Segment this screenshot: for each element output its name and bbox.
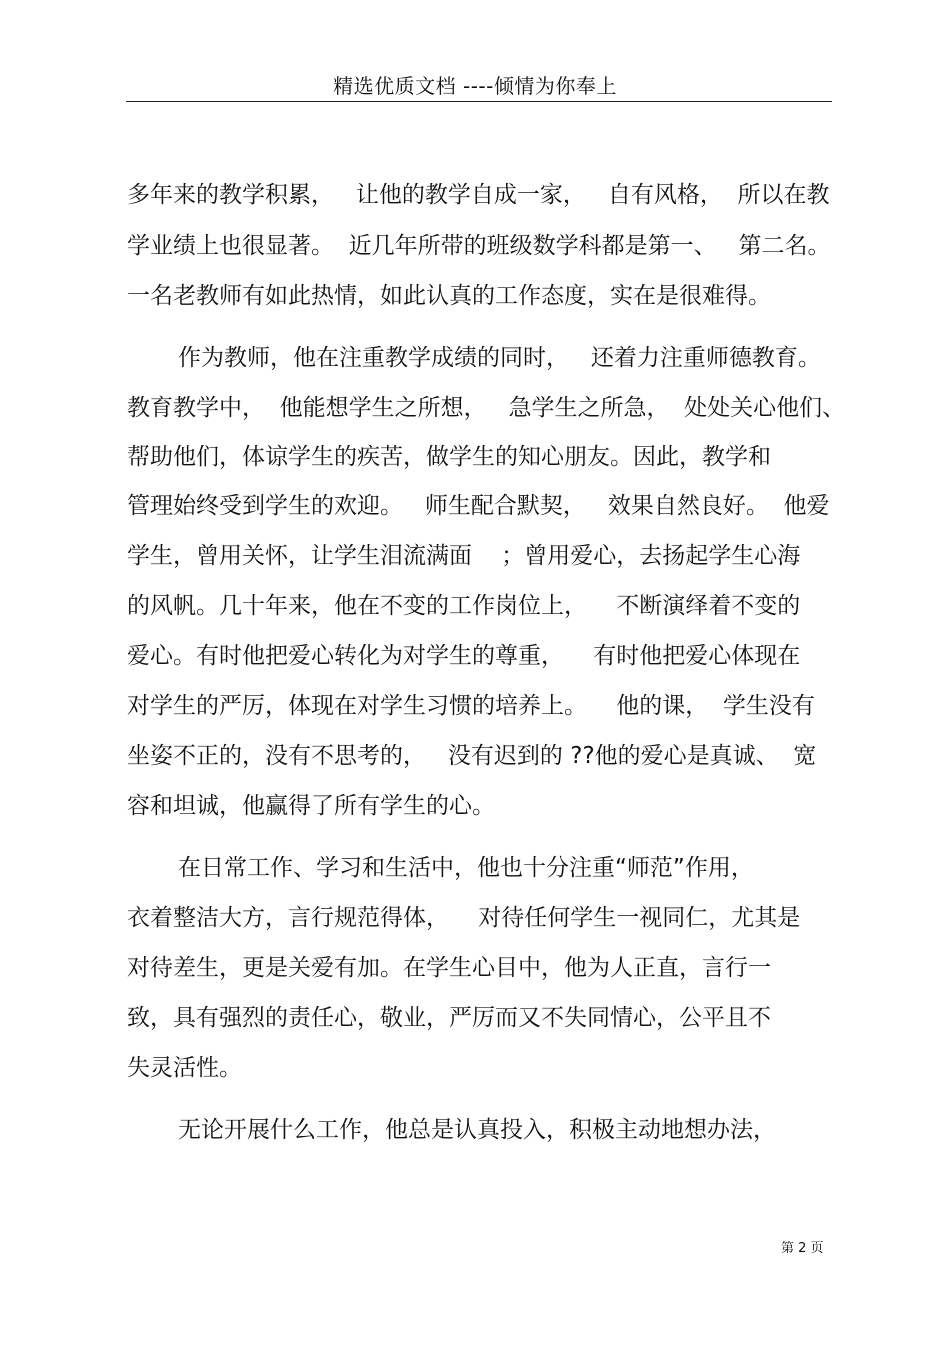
text-line: 多年来的教学积累， 让他的教学自成一家， 自有风格， 所以在教 — [127, 182, 830, 208]
text-line: 爱心。有时他把爱心转化为对学生的尊重， 有时他把爱心体现在 — [127, 643, 801, 669]
text-line: 帮助他们，体谅学生的疾苦，做学生的知心朋友。因此，教学和 — [127, 444, 771, 470]
paragraph-first-line: 在日常工作、学习和生活中，他也十分注重“师范”作用， — [178, 855, 754, 881]
text-line: 的风帆。几十年来，他在不变的工作岗位上， 不断演绎着不变的 — [127, 593, 801, 619]
header-title: 精选优质文档 ----倾情为你奉上 — [333, 74, 617, 98]
paragraph-first-line: 无论开展什么工作，他总是认真投入，积极主动地想办法， — [178, 1117, 776, 1143]
text-line: 一名老教师有如此热情，如此认真的工作态度，实在是很难得。 — [127, 283, 771, 309]
text-line: 坐姿不正的，没有不思考的， 没有迟到的 ??他的爱心是真诚、 宽 — [127, 743, 817, 769]
text-line: 容和坦诚，他赢得了所有学生的心。 — [127, 793, 495, 819]
text-line: 对待差生，更是关爱有加。在学生心目中，他为人正直，言行一 — [127, 955, 771, 981]
text-line: 失灵活性。 — [127, 1055, 242, 1081]
paragraph-first-line: 作为教师，他在注重教学成绩的同时， 还着力注重师德教育。 — [178, 345, 821, 371]
page-number: 第 2 页 — [781, 1241, 824, 1256]
text-line: 衣着整洁大方，言行规范得体， 对待任何学生一视同仁，尤其是 — [127, 905, 801, 931]
header-divider — [126, 101, 832, 102]
text-line: 管理始终受到学生的欢迎。 师生配合默契， 效果自然良好。 他爱 — [127, 493, 830, 519]
text-line: 学业绩上也很显著。 近几年所带的班级数学科都是第一、 第二名。 — [127, 233, 831, 259]
text-line: 学生，曾用关怀，让学生泪流满面 ；曾用爱心，去扬起学生心海 — [127, 543, 801, 569]
text-line: 教育教学中， 他能想学生之所想， 急学生之所急， 处处关心他们、 — [127, 395, 846, 421]
text-line: 致，具有强烈的责任心，敬业，严厉而又不失同情心，公平且不 — [127, 1005, 771, 1031]
text-line: 对学生的严厉，体现在对学生习惯的培养上。 他的课， 学生没有 — [127, 693, 815, 719]
